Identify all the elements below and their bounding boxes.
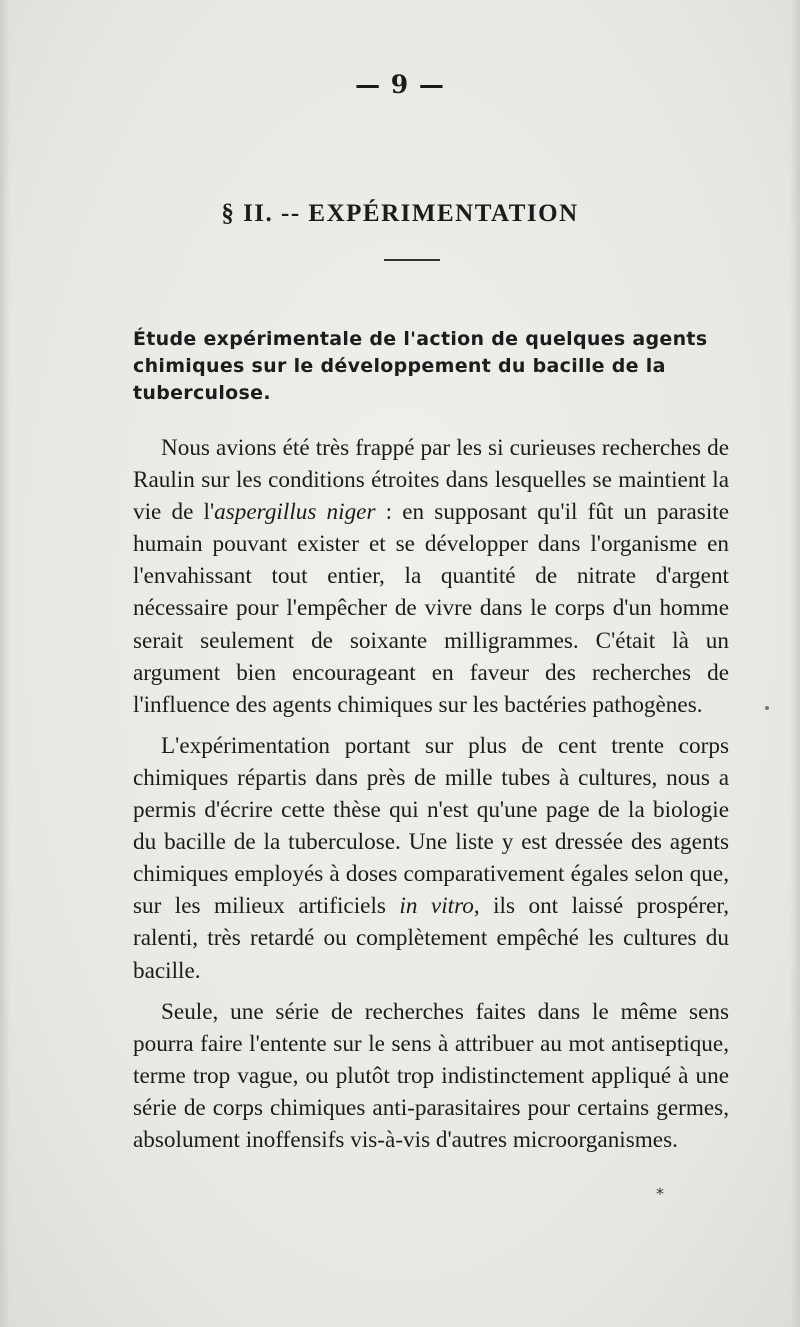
paragraph-3: Seule, une série de recherches faites dans le même sens pourra faire l'entente sur le sens à attribuer au mot antiseptique, terme trop vague, ou plutôt trop indistinctement appliqué à une série de corps chimiques anti-parasitaires pour certains germes, absolument inoffensifs vis-à-vis d'autres microorganismes.: [133, 998, 729, 1153]
paragraph-2-text-b: , ils ont laissé prospérer, ralenti, très retardé ou complètement empêché les cultures du bacille.: [133, 893, 730, 984]
paragraph-1-italic: aspergillus niger: [214, 499, 376, 526]
heading-rule: [384, 259, 440, 261]
paper-speck: [765, 706, 769, 710]
paragraph-2-italic: in vitro: [399, 893, 474, 920]
body-text: [133, 432, 729, 1165]
paragraph-2: [133, 730, 729, 987]
page-number: — 9 —: [355, 70, 445, 99]
subheading: Étude expérimentale de l'action de quelques agents chimiques sur le développement du bacille de la tuberculose.: [133, 328, 708, 404]
section-heading: § II. -- EXPÉRIMENTATION: [221, 200, 579, 227]
paragraph-1-text-a: Nous avions été très frappé par les si curieuses recherches de Raulin sur les conditions étroites dans lesquelles se maintient la vie de l': [133, 435, 729, 526]
paragraph-1: [133, 432, 729, 721]
paragraph-1-text-b: : en supposant qu'il fût un parasite humain pouvant exister et se développer dans l'organisme en l'envahissant tout entier, la quantité de nitrate d'argent nécessaire pour l'empêcher de vivre dans le corps d'un homme serait seulement de soixante milligrammes. C'était là un argument bien encourageant en faveur des recherches de l'influence des agents chimiques sur les bactéries pathogènes.: [133, 499, 729, 718]
footer-mark: *: [656, 1184, 664, 1203]
paragraph-2-text-a: L'expérimentation portant sur plus de cent trente corps chimiques répartis dans près de mille tubes à cultures, nous a permis d'écrire cette thèse qui n'est qu'une page de la biologie du bacille de la tuberculose. Une liste y est dressée des agents chimiques employés à doses comparativement égales selon que, sur les milieux artificiels: [133, 732, 729, 920]
